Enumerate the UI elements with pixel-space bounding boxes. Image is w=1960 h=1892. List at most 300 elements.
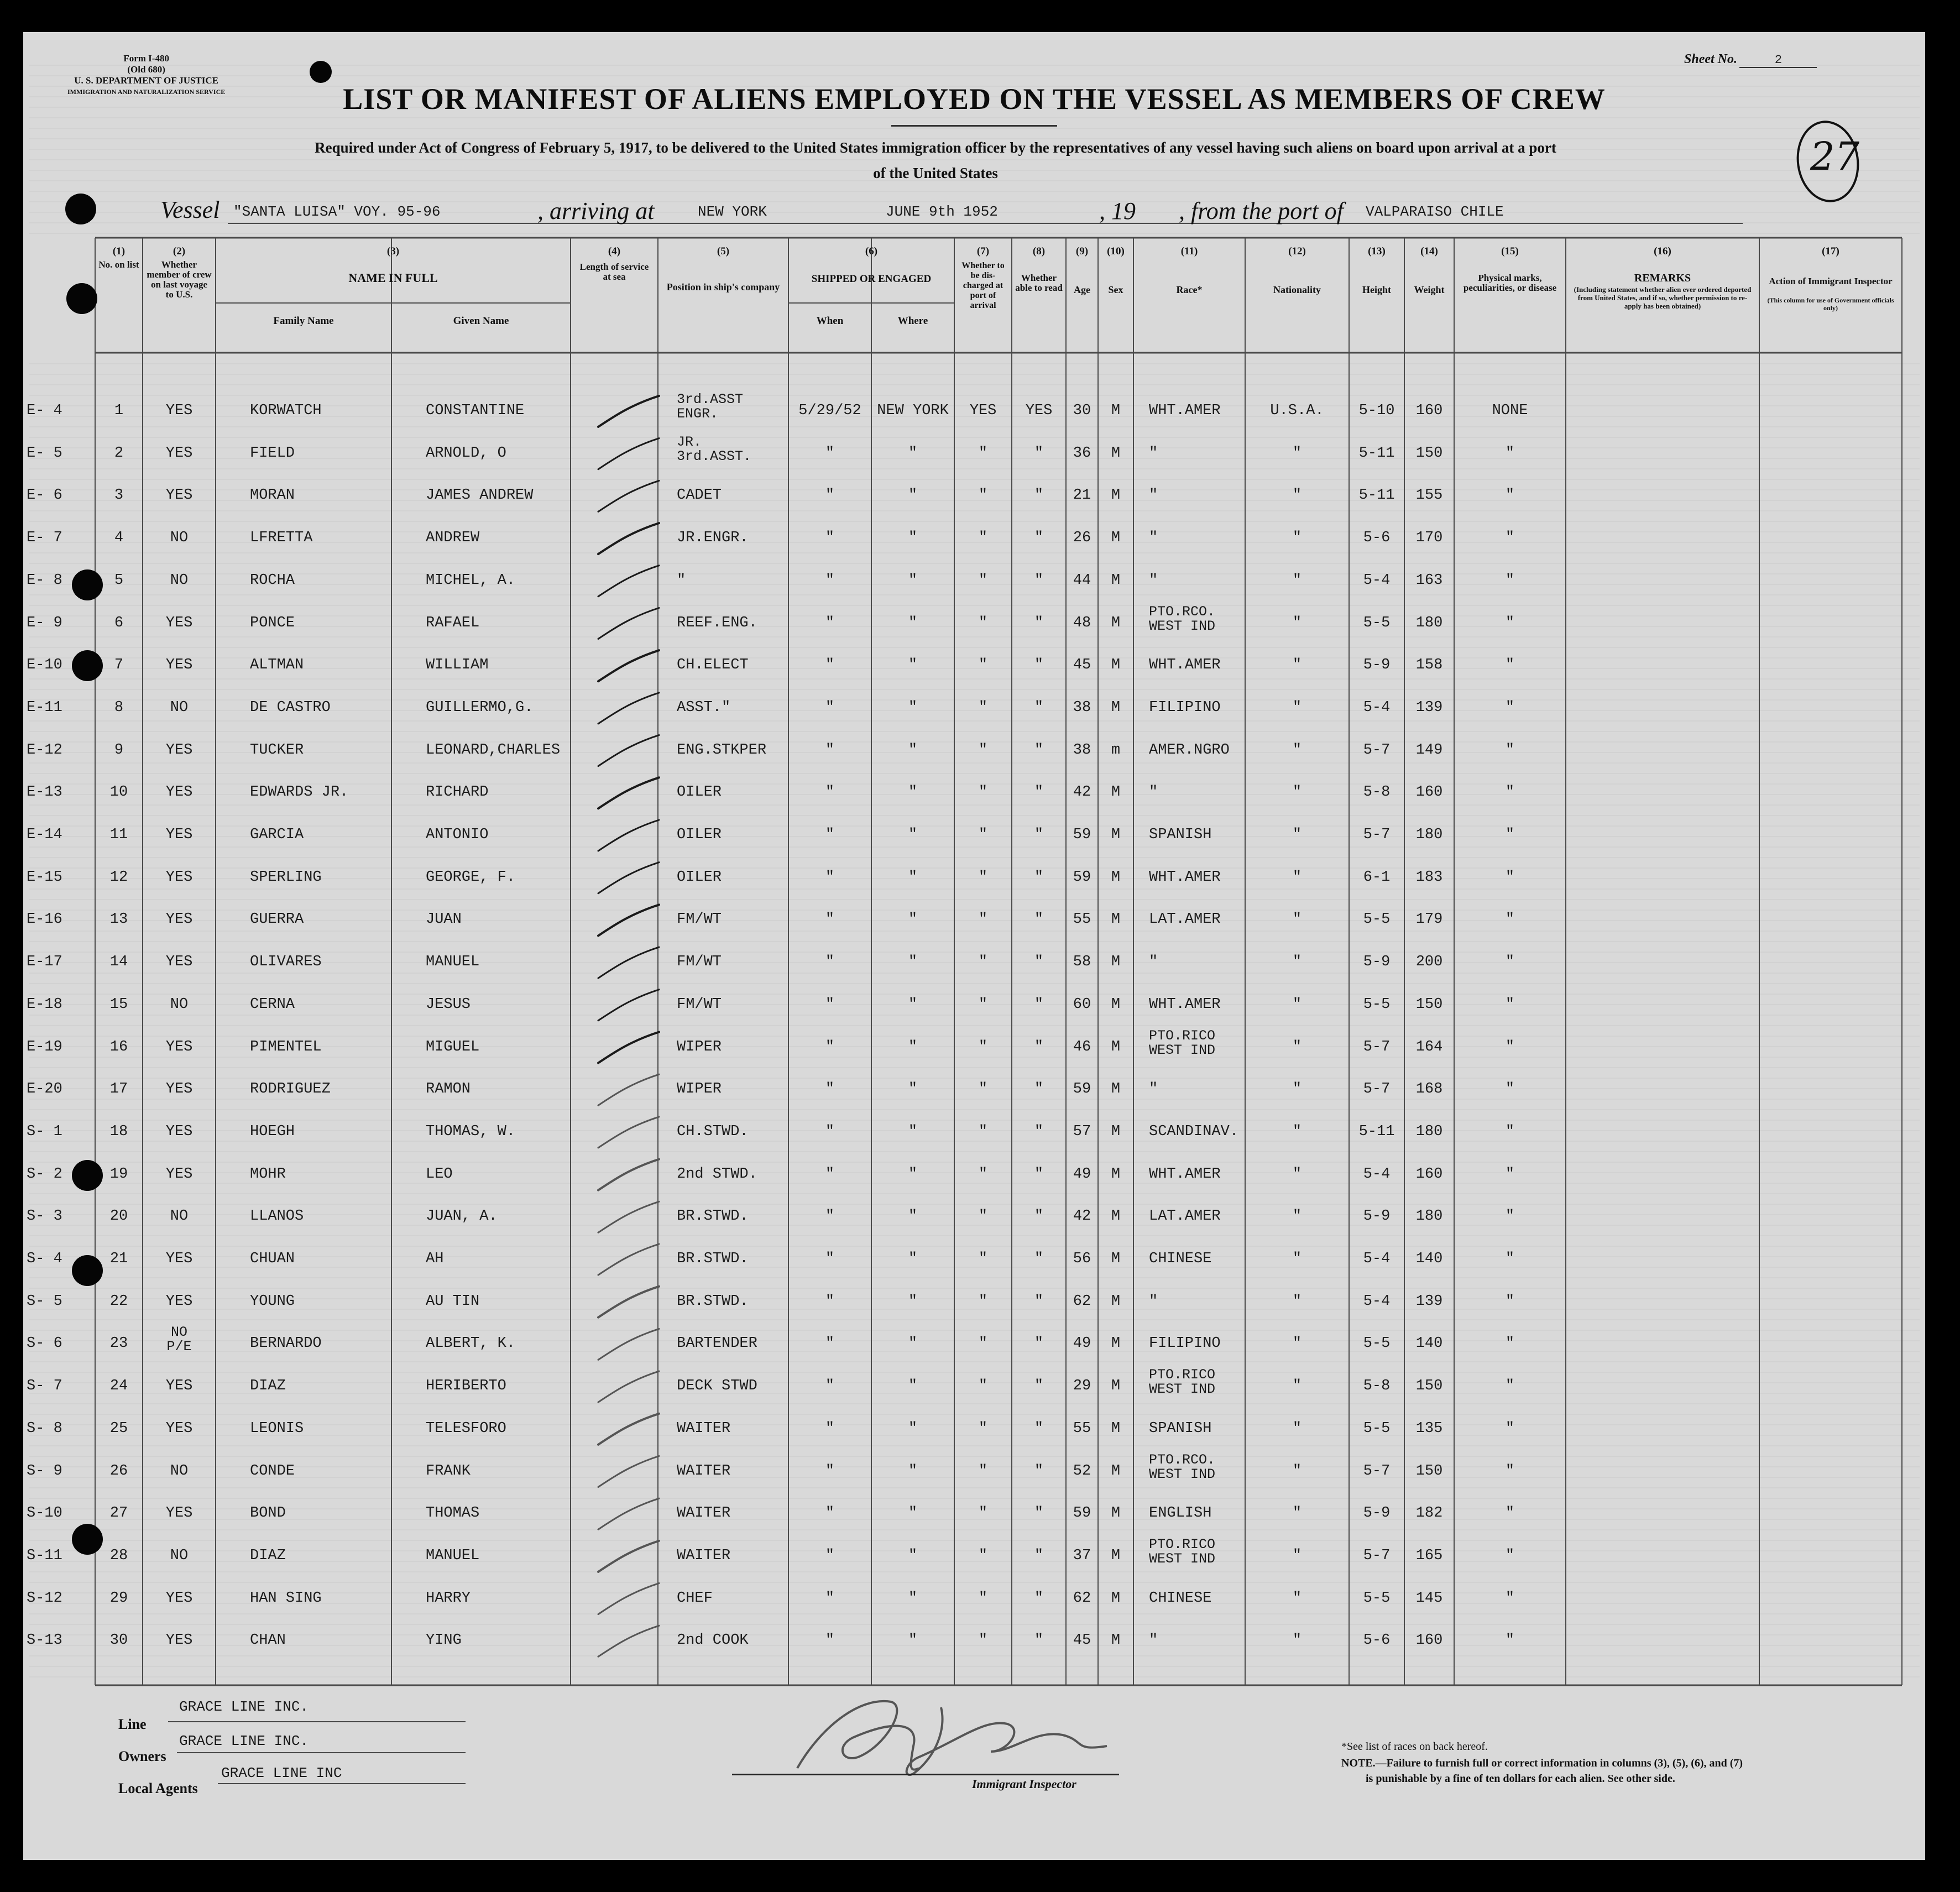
race: " [1149,1081,1158,1098]
height: 5-7 [1363,827,1391,843]
age: 49 [1073,1335,1091,1352]
family-name: MOHR [250,1165,286,1183]
weight: 180 [1415,1123,1443,1140]
col-weight-label: Weight [1414,284,1445,295]
col-name-in-full-number: (3) [386,245,400,257]
to-be-discharged: " [978,1251,988,1267]
able-to-read: " [1034,657,1044,674]
crew-reference-code: S- 9 [27,1462,62,1480]
position: FM/WT [677,911,722,928]
sheet-value: 2 [1739,53,1817,68]
form-old-number: (Old 680) [127,64,165,75]
position: OILER [677,827,722,843]
shipped-when: " [825,572,835,589]
col-race-label: Race* [1176,284,1203,295]
able-to-read: " [1034,1208,1044,1225]
previous-voyage: YES [165,741,193,759]
race: FILIPINO [1149,699,1221,716]
crew-reference-code: E-14 [27,827,62,843]
shipped-where: " [908,1590,918,1607]
previous-voyage: YES [165,445,193,462]
weight: 139 [1415,1293,1443,1310]
shipped-when: " [825,954,835,971]
shipped-when: " [825,1547,835,1564]
height: 5-7 [1363,1038,1391,1055]
previous-voyage: YES [165,487,193,504]
shipped-when: " [825,1165,835,1183]
punch-hole [310,61,332,83]
age: 45 [1073,657,1091,674]
crew-reference-code: E-15 [27,869,62,886]
shipped-when: " [825,911,835,928]
weight: 160 [1415,1632,1443,1649]
list-number: 15 [109,996,128,1013]
shipped-when: " [825,1590,835,1607]
given-name: ALBERT, K. [426,1335,516,1352]
nationality: " [1292,784,1302,801]
shipped-where: " [908,1123,918,1140]
shipped-where: " [908,657,918,674]
age: 62 [1073,1590,1091,1607]
position: WAITER [677,1462,731,1480]
weight: 145 [1415,1590,1443,1607]
age: 55 [1073,1420,1091,1437]
physical-marks: " [1505,954,1515,971]
position: BR.STWD. [677,1251,749,1267]
col-sex-number: (10) [1107,245,1125,257]
weight: 163 [1415,572,1443,589]
col-nationality-label: Nationality [1273,284,1321,295]
height: 5-6 [1363,530,1391,547]
service-check-mark [598,1456,659,1487]
race: PTO.RCO. WEST IND [1149,603,1216,634]
nationality: " [1292,911,1302,928]
weight: 164 [1415,1038,1443,1055]
nationality: " [1292,1590,1302,1607]
age: 60 [1073,996,1091,1013]
given-name: MANUEL [426,954,480,971]
family-name: HAN SING [250,1590,322,1607]
departure-port: VALPARAISO CHILE [1366,203,1504,220]
able-to-read: " [1034,741,1044,759]
family-name: YOUNG [250,1293,295,1310]
able-to-read: " [1034,1038,1044,1055]
local-agents-label: Local Agents [118,1780,198,1796]
list-number: 8 [114,699,124,716]
previous-voyage: NO P/E [166,1324,192,1355]
service-check-mark [598,1414,659,1445]
able-to-read: " [1034,1378,1044,1395]
shipped-when: " [825,699,835,716]
family-name: CHUAN [250,1251,295,1267]
crew-reference-code: E-13 [27,784,62,801]
shipped-when: " [825,1038,835,1055]
shipped-where: " [908,530,918,547]
nationality: " [1292,699,1302,716]
col-action-inspector-number: (17) [1822,245,1839,257]
nationality: U.S.A. [1270,403,1324,419]
shipped-when: " [825,1420,835,1437]
given-name: RAFAEL [426,614,480,631]
sex: M [1111,1632,1121,1649]
weight: 183 [1415,869,1443,886]
given-name: AH [426,1251,444,1267]
family-name: CHAN [250,1632,286,1649]
title-rule [891,125,1057,127]
to-be-discharged: " [978,1038,988,1055]
col-discharged-label: Whether to be dis-charged at port of arrival [961,261,1005,310]
arrival-date: JUNE 9th 1952 [886,203,998,220]
col-service-label: Length of service at sea [579,262,649,282]
line-value: GRACE LINE INC. [179,1698,309,1715]
to-be-discharged: " [978,1462,988,1480]
vessel-label: Vessel [160,196,220,223]
height: 5-8 [1363,784,1391,801]
to-be-discharged: " [978,827,988,843]
col-height-number: (13) [1368,245,1386,257]
shipped-when: " [825,1208,835,1225]
shipped-when: " [825,445,835,462]
crew-reference-code: E-11 [27,699,62,716]
shipped-where: NEW YORK [877,403,949,419]
sex: M [1111,1165,1121,1183]
position: BARTENDER [677,1335,757,1352]
list-number: 9 [114,741,124,759]
shipped-where: " [908,1251,918,1267]
col-position-label: Position in ship's company [666,281,780,292]
family-name: LFRETTA [250,530,313,547]
height: 5-4 [1363,1293,1391,1310]
crew-reference-code: E- 6 [27,487,62,504]
nationality: " [1292,954,1302,971]
able-to-read: " [1034,1293,1044,1310]
list-number: 11 [109,827,128,843]
given-name: WILLIAM [426,657,489,674]
shipped-when: " [825,1335,835,1352]
position: BR.STWD. [677,1293,749,1310]
race: " [1149,1632,1158,1649]
col-where-label: Where [897,315,928,327]
col-prev-voyage-label: Whether member of crew on last voyage to U.S. [147,259,212,300]
sex: M [1111,996,1121,1013]
height: 5-5 [1363,1590,1391,1607]
crew-reference-code: S- 8 [27,1420,62,1437]
page-title: LIST OR MANIFEST OF ALIENS EMPLOYED ON THE VESSEL AS MEMBERS OF CREW [343,82,1606,116]
age: 46 [1073,1038,1091,1055]
family-name: EDWARDS JR. [250,784,349,801]
race: WHT.AMER [1149,403,1221,419]
physical-marks: " [1505,1335,1515,1352]
able-to-read: " [1034,614,1044,631]
from-port-label: , from the port of [1179,197,1344,224]
form-number: Form I-480 [123,53,169,64]
physical-marks: " [1505,1378,1515,1395]
height: 5-4 [1363,1251,1391,1267]
shipped-where: " [908,1081,918,1098]
position: OILER [677,784,722,801]
weight: 150 [1415,445,1443,462]
to-be-discharged: " [978,572,988,589]
height: 5-9 [1363,1208,1391,1225]
subtitle-line-2: of the United States [873,165,998,181]
shipped-where: " [908,784,918,801]
position: JR.ENGR. [677,530,749,547]
crew-reference-code: S-10 [27,1505,62,1522]
crew-reference-code: E-16 [27,911,62,928]
family-name: LEONIS [250,1420,304,1437]
physical-marks: " [1505,1547,1515,1564]
list-number: 14 [109,954,128,971]
physical-marks: " [1505,1505,1515,1522]
inspector-label: Immigrant Inspector [972,1777,1076,1791]
punch-hole [72,1255,103,1286]
nationality: " [1292,1335,1302,1352]
nationality: " [1292,1547,1302,1564]
col-name-in-full-label: NAME IN FULL [348,271,438,285]
col-physical-marks-number: (15) [1501,245,1519,257]
height: 5-8 [1363,1378,1391,1395]
given-name: JUAN [426,911,462,928]
list-number: 7 [114,657,124,674]
shipped-when: " [825,1081,835,1098]
physical-marks: " [1505,1293,1515,1310]
previous-voyage: YES [165,869,193,886]
crew-reference-code: S-13 [27,1632,62,1649]
race: " [1149,445,1158,462]
able-to-read: " [1034,996,1044,1013]
race: AMER.NGRO [1149,741,1230,759]
given-name: AU TIN [426,1293,480,1310]
physical-marks: " [1505,1590,1515,1607]
col-shipped-engaged-number: (6) [865,245,878,257]
service-check-mark [598,1541,659,1572]
weight: 200 [1415,954,1443,971]
shipped-where: " [908,1208,918,1225]
age: 30 [1073,403,1091,419]
shipped-when: " [825,741,835,759]
weight: 182 [1415,1505,1443,1522]
age: 49 [1073,1165,1091,1183]
given-name: RICHARD [426,784,489,801]
given-name: ANDREW [426,530,480,547]
physical-marks: " [1505,445,1515,462]
crew-reference-code: E- 4 [27,403,62,419]
to-be-discharged: " [978,657,988,674]
physical-marks: " [1505,614,1515,631]
col-discharged-number: (7) [976,245,990,257]
position: " [677,572,686,589]
given-name: MICHEL, A. [426,572,516,589]
able-to-read: YES [1025,403,1053,419]
family-name: HOEGH [250,1123,295,1140]
height: 5-4 [1363,699,1391,716]
position: FM/WT [677,954,722,971]
given-name: JESUS [426,996,471,1013]
previous-voyage: YES [165,1590,193,1607]
position: CHEF [677,1590,713,1607]
age: 26 [1073,530,1091,547]
col-family-name-label: Family Name [273,315,334,327]
shipped-where: " [908,827,918,843]
given-name: MIGUEL [426,1038,480,1055]
nationality: " [1292,1420,1302,1437]
shipped-when: " [825,1505,835,1522]
shipped-where: " [908,572,918,589]
given-name: JUAN, A. [426,1208,498,1225]
to-be-discharged: " [978,1081,988,1098]
age: 57 [1073,1123,1091,1140]
height: 5-5 [1363,1335,1391,1352]
race: " [1149,487,1158,504]
able-to-read: " [1034,1420,1044,1437]
previous-voyage: NO [170,699,189,716]
list-number: 26 [109,1462,128,1480]
weight: 165 [1415,1547,1443,1564]
able-to-read: " [1034,869,1044,886]
height: 5-7 [1363,1462,1391,1480]
given-name: THOMAS [426,1505,480,1522]
service-check-mark [598,820,659,851]
height: 5-10 [1358,403,1395,419]
age: 58 [1073,954,1091,971]
line-label: Line [118,1716,147,1732]
height: 5-5 [1363,1420,1391,1437]
family-name: BOND [250,1505,286,1522]
age: 62 [1073,1293,1091,1310]
nationality: " [1292,657,1302,674]
nationality: " [1292,1208,1302,1225]
position: ASST." [677,699,731,716]
family-name: FIELD [250,445,295,462]
previous-voyage: NO [170,1462,189,1480]
family-name: ALTMAN [250,657,304,674]
given-name: YING [426,1632,462,1649]
shipped-where: " [908,911,918,928]
given-name: GUILLERMO,G. [426,699,534,716]
col-when-label: When [816,315,844,327]
to-be-discharged: " [978,1547,988,1564]
col-remarks-note: (Including statement whether alien ever ordered deported from United States, and if so, whether permission to re-apply has been obtained) [1574,285,1752,310]
nationality: " [1292,572,1302,589]
crew-reference-code: S-11 [27,1547,62,1564]
given-name: ANTONIO [426,827,489,843]
nationality: " [1292,487,1302,504]
height: 5-9 [1363,954,1391,971]
crew-reference-code: S- 2 [27,1165,62,1183]
sex: M [1111,827,1121,843]
list-number: 18 [109,1123,128,1140]
list-number: 24 [109,1378,128,1395]
position: CH.STWD. [677,1123,749,1140]
crew-reference-code: S- 5 [27,1293,62,1310]
vessel-name: "SANTA LUISA" VOY. 95-96 [233,203,441,220]
service-name: IMMIGRATION AND NATURALIZATION SERVICE [67,88,226,96]
age: 56 [1073,1251,1091,1267]
weight: 158 [1415,657,1443,674]
position: CH.ELECT [677,657,749,674]
family-name: PIMENTEL [250,1038,322,1055]
inspector-signature-line [732,1774,1119,1775]
shipped-where: " [908,1378,918,1395]
physical-marks: " [1505,784,1515,801]
weight: 160 [1415,403,1443,419]
previous-voyage: YES [165,1165,193,1183]
list-number: 17 [109,1081,128,1098]
service-check-mark [598,523,659,554]
previous-voyage: YES [165,1081,193,1098]
sex: M [1111,1335,1121,1352]
given-name: LEONARD,CHARLES [426,741,561,759]
previous-voyage: YES [165,614,193,631]
list-number: 30 [109,1632,128,1649]
given-name: CONSTANTINE [426,403,525,419]
previous-voyage: NO [170,1547,189,1564]
height: 5-6 [1363,1632,1391,1649]
sex: M [1111,699,1121,716]
to-be-discharged: " [978,530,988,547]
department-name: U. S. DEPARTMENT OF JUSTICE [74,75,219,86]
shipped-where: " [908,699,918,716]
family-name: BERNARDO [250,1335,322,1352]
family-name: GARCIA [250,827,304,843]
physical-marks: " [1505,996,1515,1013]
service-check-mark [598,777,659,808]
to-be-discharged: " [978,1632,988,1649]
crew-reference-code: E-20 [27,1081,62,1098]
able-to-read: " [1034,1123,1044,1140]
height: 5-5 [1363,614,1391,631]
able-to-read: " [1034,911,1044,928]
col-race-number: (11) [1180,245,1198,257]
previous-voyage: YES [165,1505,193,1522]
sex: M [1111,954,1121,971]
race: CHINESE [1149,1590,1212,1607]
weight: 180 [1415,1208,1443,1225]
nationality: " [1292,1293,1302,1310]
service-check-mark [598,863,659,893]
age: 52 [1073,1462,1091,1480]
physical-marks: " [1505,1632,1515,1649]
punch-hole [72,1160,103,1191]
height: 5-5 [1363,996,1391,1013]
subtitle-line-1: Required under Act of Congress of February 5, 1917, to be delivered to the United States immigration officer by the representatives of any vessel having such aliens on board upon arrival at a port [315,139,1556,156]
col-shipped-engaged-label: SHIPPED OR ENGAGED [811,273,932,285]
shipped-when: " [825,530,835,547]
sex: M [1111,445,1121,462]
able-to-read: " [1034,1251,1044,1267]
shipped-where: " [908,1547,918,1564]
crew-reference-code: S- 6 [27,1335,62,1352]
col-prev-voyage-number: (2) [173,245,186,257]
height: 5-7 [1363,741,1391,759]
nationality: " [1292,530,1302,547]
punch-hole [65,194,96,224]
race: " [1149,572,1158,589]
sex: M [1111,1081,1121,1098]
to-be-discharged: " [978,1420,988,1437]
service-check-mark [598,608,659,639]
able-to-read: " [1034,1165,1044,1183]
position: CADET [677,487,722,504]
nationality: " [1292,1505,1302,1522]
previous-voyage: YES [165,657,193,674]
shipped-where: " [908,1293,918,1310]
position: WIPER [677,1081,722,1098]
list-number: 1 [114,403,124,419]
sex: M [1111,869,1121,886]
nationality: " [1292,1081,1302,1098]
sex: M [1111,784,1121,801]
